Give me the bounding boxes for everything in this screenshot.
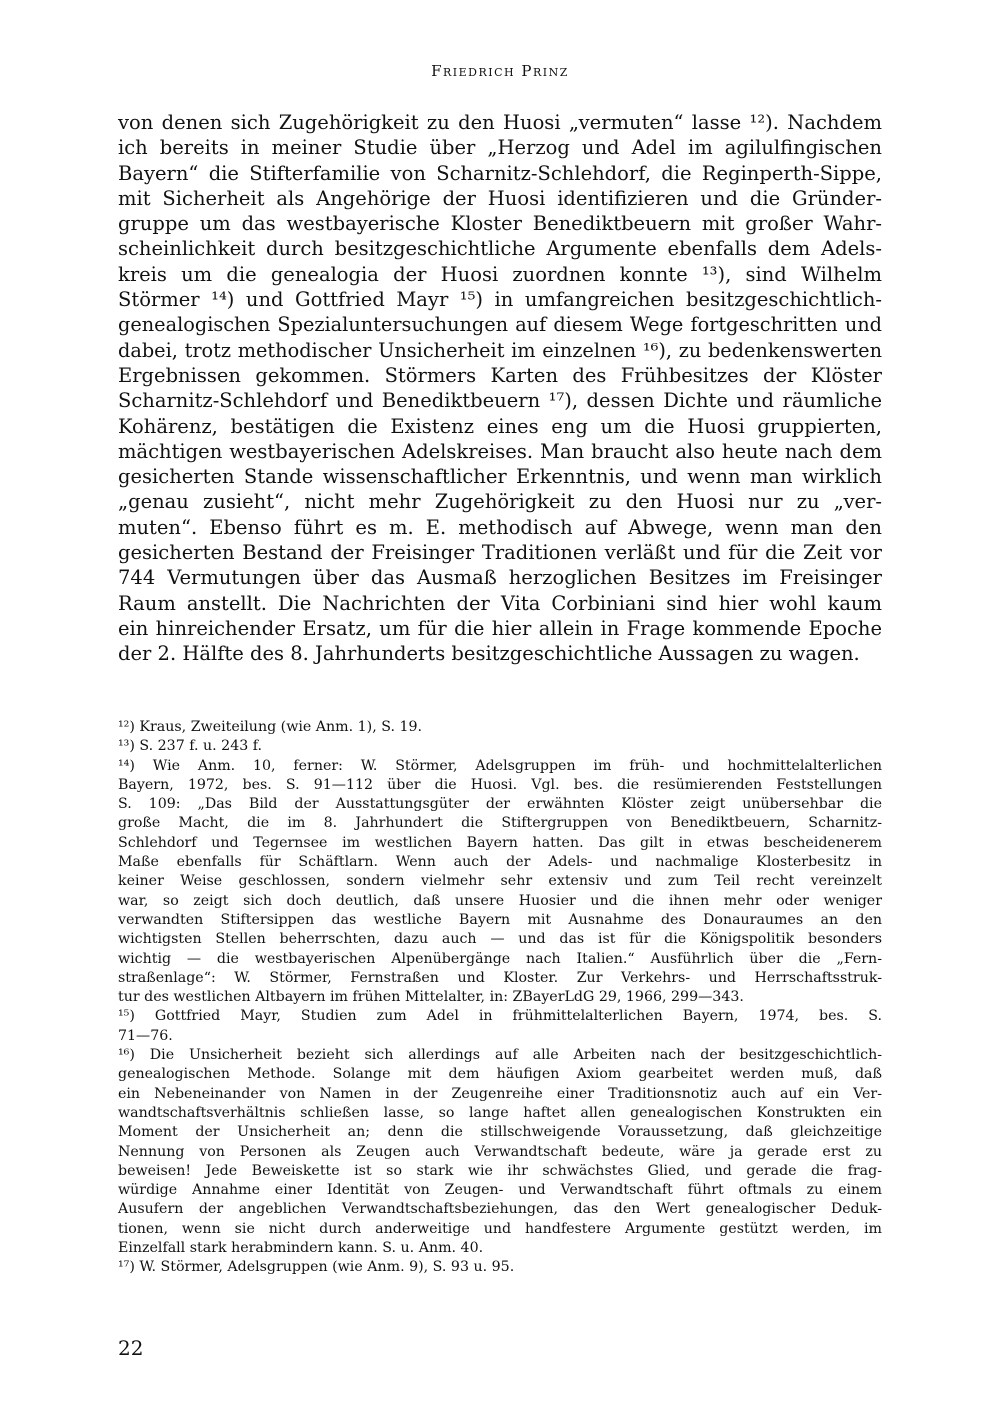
footnote-line: S. 109: „Das Bild der Ausstattungsgüter der erwähnten Klöster zeigt unübersehbar die [118,796,882,813]
footnote-line: beweisen! Jede Beweiskette ist so stark wie ihr schwächstes Glied, und gerade die frag- [118,1162,882,1179]
page-number: 22 [118,1336,144,1360]
footnote-line: Nennung von Personen als Zeugen auch Verwandtschaft bedeute, wäre ja gerade erst zu [118,1143,882,1160]
text-line: Scharnitz-Schlehdorf und Benediktbeuern ¹⁷), dessen Dichte und räumliche [118,389,882,413]
footnote-line: ¹⁵) Gottfried Mayr, Studien zum Adel in frühmittelalterlichen Bayern, 1974, bes. S. [118,1008,882,1025]
text-line: ich bereits in meiner Studie über „Herzog und Adel im agilulfingischen [118,136,882,160]
footnote-line: ¹⁶) Die Unsicherheit bezieht sich allerdings auf alle Arbeiten nach der besitzgeschichtlich- [118,1047,882,1064]
footnote-line: ¹³) S. 237 f. u. 243 f. [118,738,263,755]
text-line: muten“. Ebenso führt es m. E. methodisch auf Abwege, wenn man den [118,515,882,539]
text-line: genealogischen Spezialuntersuchungen auf diesem Wege fortgeschritten und [118,313,882,337]
text-line: dabei, trotz methodischer Unsicherheit im einzelnen ¹⁶), zu bedenkenswerten [118,338,882,362]
text-line: ein hinreichender Ersatz, um für die hier allein in Frage kommende Epoche [118,616,882,640]
text-line: Kohärenz, bestätigen die Existenz eines eng um die Huosi gruppierten, [118,414,882,438]
footnote-line: wandtschaftsverhältnis schließen lasse, so lange haftet allen genealogischen Konstrukten ein [118,1104,882,1121]
footnote-line: straßenlage“: W. Störmer, Fernstraßen und Kloster. Zur Verkehrs- und Herrschaftsstruk- [118,969,882,986]
footnote-line: wichtigsten Stellen beherrschten, dazu auch — und das ist für die Königspolitik besonders [118,931,882,948]
footnote-line: ¹⁴) Wie Anm. 10, ferner: W. Störmer, Adelsgruppen im früh- und hochmittelalterlichen [118,757,882,774]
footnote-line: Schlehdorf und Tegernsee im westlichen Bayern hatten. Das gilt in etwas bescheidenerem [118,834,882,851]
text-line: Ergebnissen gekommen. Störmers Karten des Frühbesitzes der Klöster [118,363,882,387]
running-head: Friedrich Prinz [431,62,569,80]
footnote-line: Maße ebenfalls für Schäftlarn. Wenn auch der Adels- und nachmalige Klosterbesitz in [118,854,882,871]
footnote-line: ein Nebeneinander von Namen in der Zeugenreihe einer Traditionsnotiz auch auf ein Ver- [118,1085,882,1102]
footnote [118,737,882,756]
text-line: 744 Vermutungen über das Ausmaß herzoglichen Besitzes im Freisinger [118,566,882,590]
footnote [118,718,882,737]
footnotes-section [118,718,882,1278]
footnote-line: würdige Annahme einer Identität von Zeugen- und Verwandtschaft führt oftmals zu einem [118,1182,882,1199]
text-line: gesicherten Bestand der Freisinger Traditionen verläßt und für die Zeit vor [118,541,882,565]
text-line: scheinlichkeit durch besitzgeschichtliche Argumente ebenfalls dem Adels- [118,237,882,261]
footnote-line: Einzelfall stark herabmindern kann. S. u. Anm. 40. [118,1240,484,1257]
text-line: Raum anstellt. Die Nachrichten der Vita Corbiniani sind hier wohl kaum [118,591,882,615]
footnote-line: wichtig — die westbayerischen Alpenübergänge nach Italien.“ Ausführlich über die „Fern- [118,950,882,967]
footnote [118,1007,882,1046]
text-line: von denen sich Zugehörigkeit zu den Huosi „vermuten“ lasse ¹²). Nachdem [118,111,882,134]
text-line: „genau zusieht“, nicht mehr Zugehörigkeit zu den Huosi nur zu „ver- [118,490,882,514]
footnote-line: Moment der Unsicherheit an; denn die stillschweigende Voraussetzung, daß gleichzeitige [118,1124,882,1141]
text-line: gesicherten Stande wissenschaftlicher Erkenntnis, und wenn man wirklich [118,465,882,489]
footnote-line: 71—76. [118,1027,173,1044]
footnote [118,757,882,1008]
footnote-line: ¹²) Kraus, Zweiteilung (wie Anm. 1), S. 19. [118,719,423,735]
footnote-line: große Macht, die im 8. Jahrhundert die Stiftergruppen von Benediktbeuern, Scharnitz- [118,815,882,832]
footnote-line: verwandten Stiftersippen das westliche Bayern mit Ausnahme des Donauraumes an den [118,911,882,928]
text-line: Störmer ¹⁴) und Gottfried Mayr ¹⁵) in umfangreichen besitzgeschichtlich- [118,288,882,312]
text-line: kreis um die genealogia der Huosi zuordnen konnte ¹³), sind Wilhelm [118,262,882,286]
footnote-line: Ausufern der angeblichen Verwandtschaftsbeziehungen, das den Wert genealogischer Deduk- [118,1201,882,1218]
text-line: mächtigen westbayerischen Adelskreises. Man braucht also heute nach dem [118,439,882,463]
footnote-line: keiner Weise geschlossen, sondern vielmehr sehr extensiv und zum Teil recht vereinzelt [118,873,882,890]
footnote [118,1258,882,1277]
footnote-line: ¹⁷) W. Störmer, Adelsgruppen (wie Anm. 9), S. 93 u. 95. [118,1259,515,1276]
footnote-line: genealogischen Methode. Solange mit dem häufigen Axiom gearbeitet werden muß, daß [118,1066,882,1083]
footnote-line: tionen, wenn sie nicht durch anderweitige und handfestere Argumente gestützt werden, im [118,1220,882,1237]
text-line: gruppe um das westbayerische Kloster Benediktbeuern mit großer Wahr- [118,212,882,236]
text-line: Bayern“ die Stifterfamilie von Scharnitz-Schlehdorf, die Reginperth-Sippe, [118,161,882,185]
footnote-line: Bayern, 1972, bes. S. 91—112 über die Huosi. Vgl. bes. die resümierenden Feststellungen [118,776,882,793]
text-line: der 2. Hälfte des 8. Jahrhunderts besitzgeschichtliche Aussagen zu wagen. [118,642,860,666]
footnote-line: war, so zeigt sich doch deutlich, daß unsere Huosier und die ihnen mehr oder weniger [118,892,882,909]
main-text [118,110,882,667]
footnote-line: tur des westlichen Altbayern im frühen Mittelalter, in: ZBayerLdG 29, 1966, 299—343. [118,989,744,1006]
footnote [118,1046,882,1258]
text-line: mit Sicherheit als Angehörige der Huosi identifizieren und die Gründer- [118,186,882,210]
